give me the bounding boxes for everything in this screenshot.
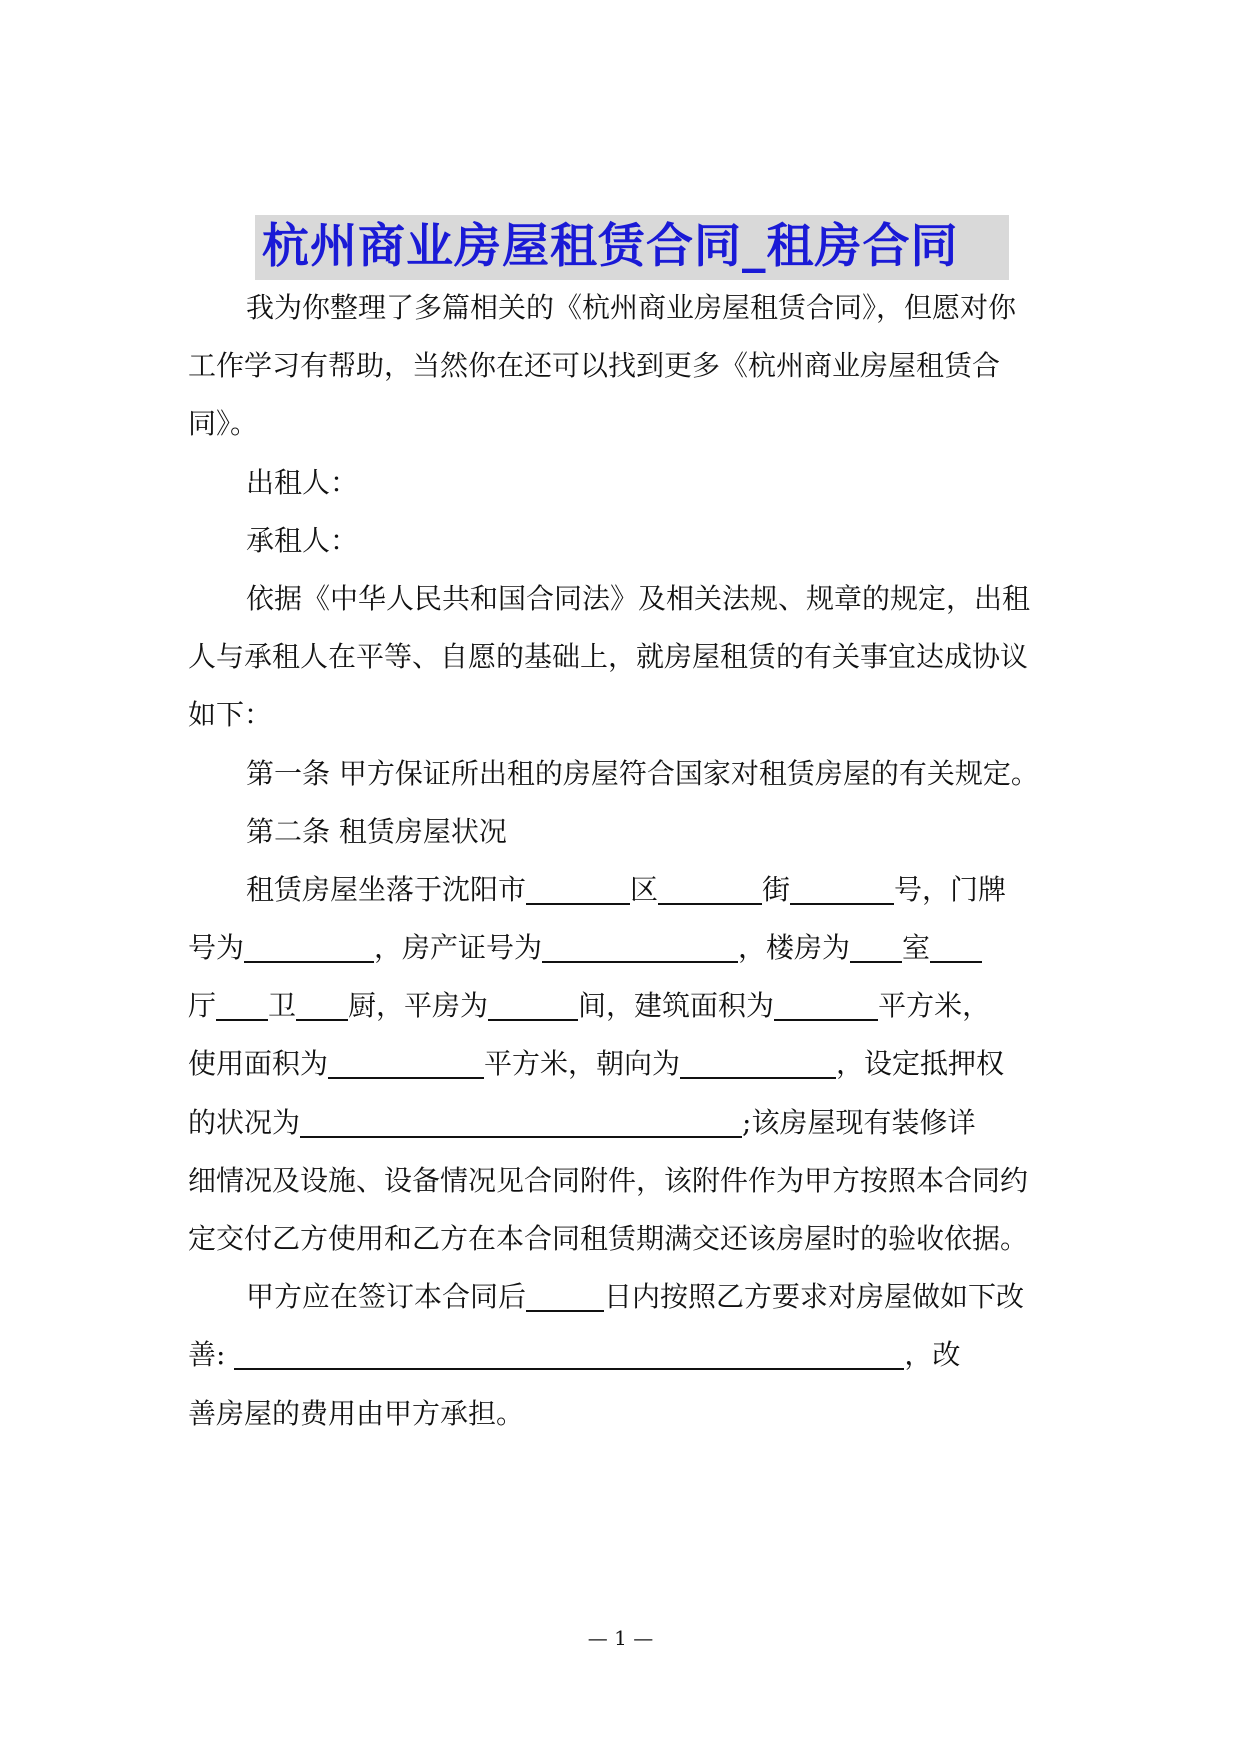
text-run: 室 (902, 931, 931, 964)
paragraph-line: 我为你整理了多篇相关的《杭州商业房屋租赁合同》，但愿对你 (246, 291, 1017, 324)
paragraph-line: 依据《中华人民共和国合同法》及相关法规、规章的规定，出租 (246, 582, 1031, 615)
text-run: ，楼房为 (738, 931, 851, 964)
lessee-label: 承租人： (246, 524, 359, 557)
text-run: 区 (630, 873, 659, 906)
fill-blank (488, 989, 578, 1021)
paragraph-line (188, 1098, 1058, 1148)
fill-blank (658, 873, 762, 905)
fill-blank (216, 989, 268, 1021)
text-run: 号为 (188, 931, 245, 964)
paragraph-line: 善房屋的费用由甲方承担。 (188, 1397, 525, 1430)
fill-blank (542, 931, 738, 963)
paragraph-line: 工作学习有帮助，当然你在还可以找到更多《杭州商业房屋租赁合 (188, 349, 1001, 382)
article-2: 第二条 租赁房屋状况 (246, 815, 507, 848)
article-1: 第一条 甲方保证所出租的房屋符合国家对租赁房屋的有关规定。 (246, 757, 1039, 790)
paragraph-line: 细情况及设施、设备情况见合同附件，该附件作为甲方按照本合同约 (188, 1164, 1029, 1197)
text-run: 甲方应在签订本合同后 (246, 1280, 527, 1313)
text-run: 间，建筑面积为 (578, 989, 775, 1022)
fill-blank (680, 1047, 836, 1079)
fill-blank (296, 989, 348, 1021)
fill-blank (790, 873, 894, 905)
text-run: 厅 (188, 989, 217, 1022)
lessor-label: 出租人： (246, 466, 359, 499)
text-run: 善: (188, 1338, 226, 1371)
paragraph-line (246, 1272, 1058, 1322)
fill-blank (328, 1047, 484, 1079)
fill-blank (526, 1280, 604, 1312)
text-run: 平方米，朝向为 (484, 1047, 681, 1080)
text-run: ，房产证号为 (374, 931, 543, 964)
fill-blank (850, 931, 902, 963)
page-number: — 1 — (587, 1626, 654, 1650)
fill-blank (300, 1106, 742, 1138)
text-run: ;该房屋现有装修详 (742, 1106, 976, 1139)
paragraph-line: 人与承租人在平等、自愿的基础上，就房屋租赁的有关事宜达成协议 (188, 640, 1029, 673)
text-run: 日内按照乙方要求对房屋做如下改 (604, 1280, 1025, 1313)
text-run: 租赁房屋坐落于沈阳市 (246, 873, 527, 906)
text-run: 使用面积为 (188, 1047, 329, 1080)
paragraph-line: 如下： (188, 698, 273, 731)
text-run: 的状况为 (188, 1106, 301, 1139)
paragraph-line (188, 1039, 1058, 1089)
paragraph-line (246, 865, 1058, 915)
paragraph-line: 同》。 (188, 407, 259, 440)
paragraph-line (188, 923, 1058, 973)
paragraph-line (188, 981, 1058, 1031)
text-run: 平方米， (878, 989, 991, 1022)
text-run: 卫 (268, 989, 297, 1022)
text-run: ，改 (904, 1338, 961, 1371)
fill-blank (234, 1338, 904, 1370)
text-run: ，设定抵押权 (836, 1047, 1005, 1080)
paragraph-line: 定交付乙方使用和乙方在本合同租赁期满交还该房屋时的验收依据。 (188, 1222, 1029, 1255)
paragraph-line (188, 1330, 1058, 1380)
fill-blank (244, 931, 374, 963)
fill-blank (774, 989, 878, 1021)
fill-blank (930, 931, 982, 963)
document-title: 杭州商业房屋租赁合同_租房合同 (262, 219, 959, 274)
text-run: 街 (762, 873, 791, 906)
text-run: 厨，平房为 (348, 989, 489, 1022)
text-run: 号，门牌 (894, 873, 1007, 906)
fill-blank (526, 873, 630, 905)
